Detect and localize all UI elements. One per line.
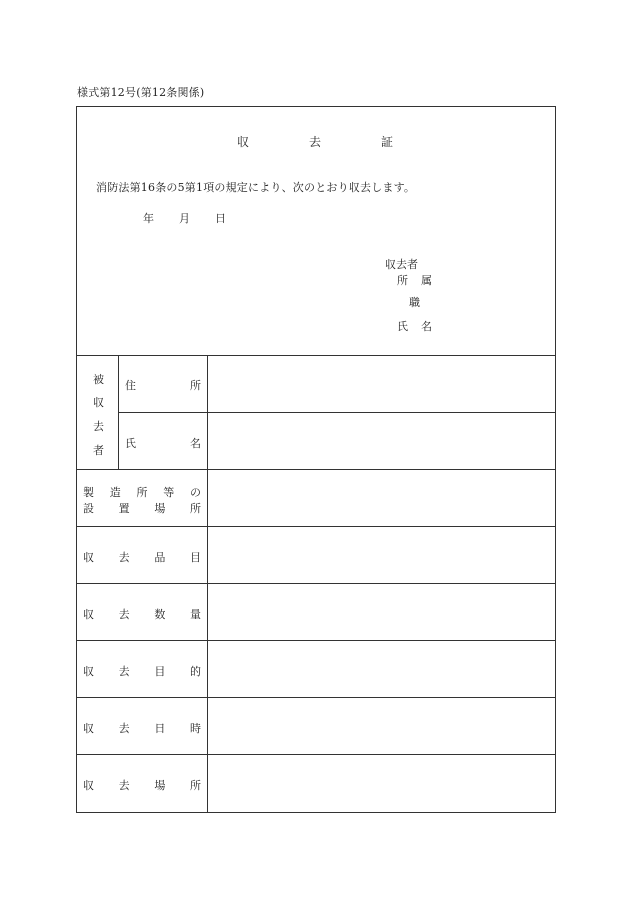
address-field[interactable]	[208, 356, 555, 412]
subject-label-char: 収	[93, 396, 104, 409]
affiliation-label-2: 属	[421, 274, 432, 287]
purpose-label: 収 去 目 的	[83, 665, 201, 678]
document-title	[237, 133, 393, 150]
datetime-label: 収 去 日 時	[83, 722, 201, 735]
signer-name-label-2: 名	[421, 320, 432, 333]
facility-location-field[interactable]	[208, 470, 555, 526]
declaration-block	[77, 107, 555, 355]
facility-label-line2: 設 置 場 所	[83, 502, 201, 515]
title-char: 収	[237, 135, 250, 149]
place-field[interactable]	[208, 755, 555, 812]
facility-label-line1: 製 造 所 等 の	[83, 486, 201, 499]
collector-label: 収去者	[385, 258, 418, 271]
datetime-field[interactable]	[208, 698, 555, 754]
item-label: 収 去 品 目	[83, 551, 201, 564]
purpose-field[interactable]	[208, 641, 555, 697]
date-day: 日	[215, 212, 226, 225]
quantity-field[interactable]	[208, 584, 555, 640]
affiliation-label-1: 所	[397, 274, 408, 287]
title-char: 去	[308, 135, 321, 149]
item-field[interactable]	[208, 527, 555, 583]
subject-label-char: 被	[93, 373, 104, 386]
date-month: 月	[179, 212, 190, 225]
subject-label-char: 去	[93, 420, 104, 433]
name-label: 氏 名	[125, 437, 201, 450]
quantity-label: 収 去 数 量	[83, 608, 201, 621]
receipt-form	[76, 106, 556, 813]
divider	[118, 355, 119, 469]
position-label: 職	[409, 296, 420, 309]
legal-statement: 消防法第16条の5第1項の規定により、次のとおり収去します。	[96, 181, 416, 194]
date-year: 年	[143, 212, 154, 225]
name-field[interactable]	[208, 413, 555, 469]
place-label: 収 去 場 所	[83, 779, 201, 792]
address-label: 住 所	[125, 379, 201, 392]
title-char: 証	[380, 135, 393, 149]
form-number: 様式第12号(第12条関係)	[77, 86, 205, 99]
signer-name-label-1: 氏	[397, 320, 408, 333]
subject-label-char: 者	[93, 444, 104, 457]
